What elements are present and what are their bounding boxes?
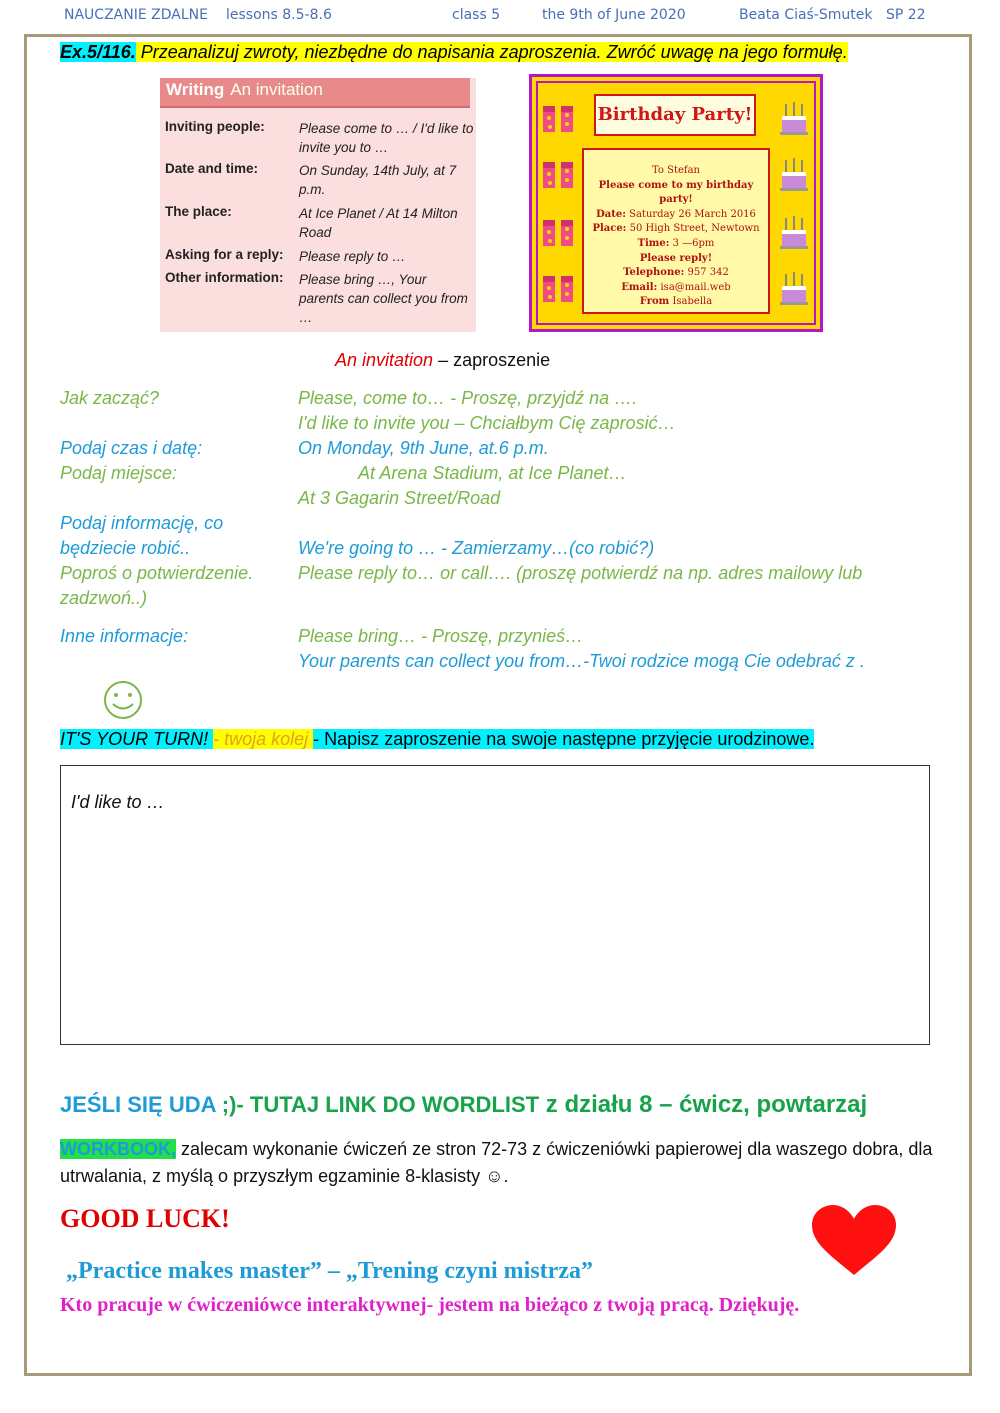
phrase-value: We're going to … - Zamierzamy…(co robić?) (298, 538, 655, 558)
party-card-text (582, 148, 770, 314)
gift-icon (541, 214, 575, 248)
answer-box[interactable] (60, 765, 930, 1045)
writing-row-value: Please reply to … (299, 249, 406, 264)
card-reply: Please reply! (639, 252, 713, 264)
card-from-line (584, 295, 768, 310)
invitation-title (335, 350, 550, 371)
header-teacher: Beata Ciaś-Smutek (739, 7, 873, 23)
gift-icon (541, 100, 575, 134)
writing-invitation-box (160, 78, 476, 332)
header-school: NAUCZANIE ZDALNE (64, 7, 208, 23)
phrase-value: Your parents can collect you from…-Twoi rodzice mogą Cie odebrać z . (298, 651, 865, 671)
card-phone: 957 342 (687, 267, 729, 279)
card-from: Isabella (672, 296, 713, 308)
practice-quote: „Practice makes master” – „Trening czyni mistrza” (66, 1258, 593, 1284)
phrase-value: Please bring… - Proszę, przynieś… (298, 626, 584, 646)
phrase-label: Poproś o potwierdzenie. (60, 563, 254, 583)
writing-row-value: On Sunday, 14th July, at 7 p.m. (299, 163, 457, 197)
writing-row-label: Date and time: (165, 161, 259, 176)
closing-note: Kto pracuje w ćwiczeniówce interaktywnej- jestem na bieżąco z twoją pracą. Dziękuję. (60, 1294, 800, 1316)
phrase-label: zadzwoń..) (60, 588, 148, 608)
good-luck: GOOD LUCK! (60, 1204, 230, 1233)
phrase-label: Podaj czas i datę: (60, 438, 203, 458)
heart-icon (810, 1203, 898, 1277)
gift-icon (541, 156, 575, 190)
card-email-label: Email: (621, 281, 658, 293)
writing-row-label: Other information: (165, 270, 284, 285)
smiley-icon (100, 680, 146, 720)
workbook-text: zalecam wykonanie ćwiczeń ze stron 72-73 z ćwiczeniówki papierowej dla waszego dobra, dla utrwalania, z myślą o przyszłym egzaminie 8-klasisty ☺. (60, 1139, 933, 1186)
your-turn-en: IT'S YOUR TURN! (60, 729, 214, 749)
phrase-value: At Arena Stadium, at Ice Planet… (358, 463, 627, 483)
wordlist-link[interactable]: TUTAJ LINK DO WORDLIST (249, 1092, 540, 1117)
phrase-value: I'd like to invite you – Chciałbym Cię zaprosić… (298, 413, 676, 433)
invitation-title-en: An invitation (335, 350, 434, 370)
header-school-code: SP 22 (886, 7, 926, 23)
answer-starter: I'd like to … (71, 792, 165, 812)
exercise-title (60, 42, 848, 63)
invitation-title-pl: – zaproszenie (433, 350, 551, 370)
wordlist-line (60, 1091, 867, 1119)
card-date-line (584, 208, 768, 223)
card-time-line (584, 237, 768, 252)
writing-subheading: An invitation (230, 80, 323, 99)
card-to: To Stefan (652, 165, 700, 176)
card-date-label: Date: (596, 208, 626, 220)
card-email-line (584, 281, 768, 296)
phrase-label: Podaj informację, co (60, 513, 224, 533)
cake-icon (779, 100, 809, 136)
writing-row-value: Please come to … / I'd like to invite you to … (299, 121, 474, 155)
card-phone-line (584, 266, 768, 281)
wordlist-part2: ;)- (215, 1092, 250, 1117)
writing-row-value: Please bring …, Your parents can collect you from … (299, 272, 468, 325)
phrase-label: Inne informacje: (60, 626, 189, 646)
card-place: 50 High Street, Newtown (629, 223, 760, 235)
card-place-line (584, 222, 768, 237)
cake-icon (779, 214, 809, 250)
gift-icon (541, 270, 575, 304)
workbook-label: WORKBOOK, (60, 1139, 176, 1159)
phrase-label: będziecie robić.. (60, 538, 191, 558)
workbook-note (60, 1136, 960, 1190)
card-phone-label: Telephone: (623, 267, 685, 279)
your-turn-pl: - twoja kolej (213, 729, 314, 749)
header-class: class 5 (452, 7, 501, 23)
card-place-label: Place: (592, 223, 627, 235)
writing-row-label: Asking for a reply: (165, 247, 284, 262)
header-date: the 9th of June 2020 (542, 7, 686, 23)
header-lessons: lessons 8.5-8.6 (226, 7, 332, 23)
card-time-label: Time: (637, 237, 670, 249)
wordlist-part1: JEŚLI SIĘ UDA (60, 1092, 216, 1117)
your-turn-instruction (60, 729, 814, 750)
phrase-value: Please, come to… - Proszę, przyjdź na …. (298, 388, 638, 408)
party-banner: Birthday Party! (594, 94, 756, 136)
your-turn-task: - Napisz zaproszenie na swoje następne przyjęcie urodzinowe. (313, 729, 815, 749)
phrase-label: Podaj miejsce: (60, 463, 178, 483)
writing-box-header (160, 78, 470, 108)
phrase-label: Jak zacząć? (60, 388, 160, 408)
writing-row-value: At Ice Planet / At 14 Milton Road (299, 206, 458, 240)
card-time: 3 —6pm (672, 237, 715, 249)
card-from-label: From (639, 296, 670, 308)
card-email: isa@mail.web (660, 281, 731, 293)
cake-icon (779, 270, 809, 306)
cake-icon (779, 156, 809, 192)
card-invite: Please come to my birthday party! (598, 179, 754, 206)
wordlist-part4: z działu 8 – ćwicz, powtarzaj (539, 1091, 868, 1118)
phrase-value: Please reply to… or call…. (proszę potwierdź na np. adres mailowy lub (298, 563, 863, 583)
phrase-value: At 3 Gagarin Street/Road (298, 488, 501, 508)
phrase-value: On Monday, 9th June, at.6 p.m. (298, 438, 549, 458)
writing-row-label: Inviting people: (165, 119, 265, 134)
card-date: Saturday 26 March 2016 (629, 208, 756, 220)
exercise-instruction: Przeanalizuj zwroty, niezbędne do napisania zaproszenia. Zwróć uwagę na jego formułę. (135, 42, 848, 62)
exercise-number: Ex.5/116. (60, 42, 136, 62)
writing-row-label: The place: (165, 204, 232, 219)
writing-heading: Writing (166, 80, 225, 99)
